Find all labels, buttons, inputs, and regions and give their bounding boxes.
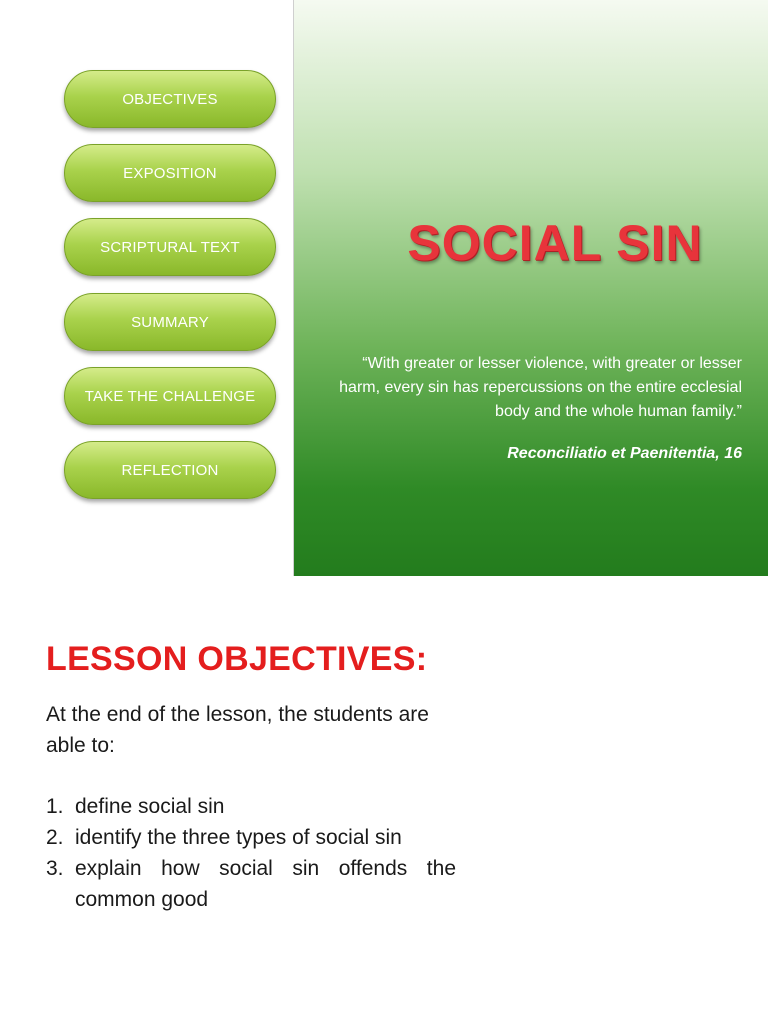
list-item (46, 853, 456, 915)
nav-button-summary[interactable] (64, 293, 276, 351)
nav-button-label: SCRIPTURAL TEXT (100, 238, 240, 256)
lesson-heading: LESSON OBJECTIVES: (46, 640, 428, 678)
nav-button-objectives[interactable] (64, 70, 276, 128)
list-item-number: 1. (46, 795, 64, 818)
nav-button-reflection[interactable] (64, 441, 276, 499)
quote-source: Reconciliatio et Paenitentia, 16 (507, 445, 742, 462)
nav-button-scriptural-text[interactable] (64, 218, 276, 276)
lesson-objectives-section (46, 640, 456, 915)
list-item-number: 3. (46, 857, 64, 880)
nav-button-label: EXPOSITION (123, 164, 217, 182)
list-item (46, 822, 456, 853)
quote-text: “With greater or lesser violence, with greater or lesser harm, every sin has repercussions on the entire ecclesial body and the whole human family.” (339, 355, 742, 420)
list-item (46, 791, 456, 822)
slide-title: SOCIAL SIN (407, 215, 703, 271)
list-item-text: identify the three types of social sin (75, 826, 402, 849)
list-item-text: define social sin (75, 795, 225, 818)
lesson-intro: At the end of the lesson, the students are able to: (46, 703, 429, 757)
nav-button-take-the-challenge[interactable] (64, 367, 276, 425)
list-item-text: explain how social sin offends the common good (75, 857, 456, 911)
list-item-number: 2. (46, 826, 64, 849)
nav-button-label: OBJECTIVES (122, 90, 218, 108)
nav-button-label: REFLECTION (121, 461, 219, 479)
title-panel (293, 0, 768, 576)
objectives-list (46, 791, 456, 915)
nav-button-label: TAKE THE CHALLENGE (84, 387, 256, 405)
nav-button-label: SUMMARY (131, 313, 209, 331)
nav-button-exposition[interactable] (64, 144, 276, 202)
